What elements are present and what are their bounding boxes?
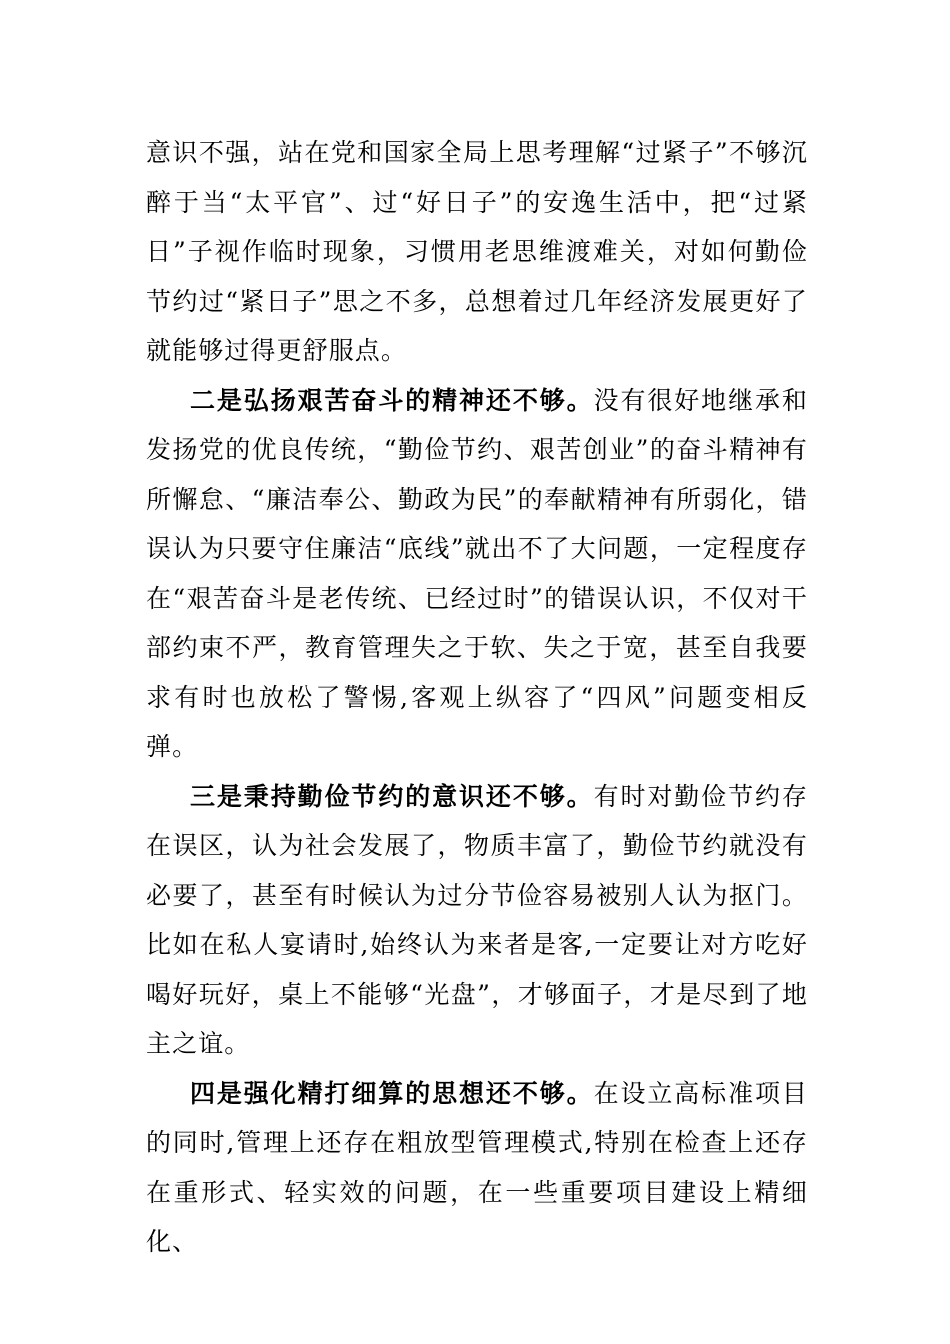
paragraph-point-four: [146, 1069, 808, 1267]
paragraph-text: 意识不强，站在党和国家全局上思考理解“过紧子”不够沉醉于当“太平官”、过“好日子”的安逸生活中，把“过紧日”子视作临时现象，习惯用老思维渡难关，对如何勤俭节约过“紧日子”思之不多，总想着过几年经济发展更好了就能够过得更舒服点。: [146, 138, 808, 365]
paragraph-continuation: [146, 128, 808, 376]
paragraph-text: 在设立高标准项目的同时,管理上还存在粗放型管理模式,特别在检查上还存在重形式、轻实效的问题，在一些重要项目建设上精细化、: [146, 1078, 808, 1256]
paragraph-heading: 二是弘扬艰苦奋斗的精神还不够。: [190, 385, 594, 415]
paragraph-text: 有时对勤俭节约存在误区，认为社会发展了，物质丰富了，勤俭节约就没有必要了，甚至有时候认为过分节俭容易被别人认为抠门。比如在私人宴请时,始终认为来者是客,一定要让对方吃好喝好玩好，桌上不能够“光盘”，才够面子，才是尽到了地主之谊。: [146, 781, 808, 1058]
paragraph-heading: 三是秉持勤俭节约的意识还不够。: [190, 781, 594, 811]
paragraph-text: 没有很好地继承和发扬党的优良传统，“勤俭节约、艰苦创业”的奋斗精神有所懈怠、“廉洁奉公、勤政为民”的奉献精神有所弱化，错误认为只要守住廉洁“底线”就出不了大问题，一定程度存在“艰苦奋斗是老传统、已经过时”的错误认识，不仅对干部约束不严，教育管理失之于软、失之于宽，甚至自我要求有时也放松了警惕,客观上纵容了“四风”问题变相反弹。: [146, 385, 808, 761]
document-body: [146, 128, 808, 1267]
paragraph-point-three: [146, 772, 808, 1069]
paragraph-heading: 四是强化精打细算的思想还不够。: [190, 1078, 594, 1108]
paragraph-point-two: [146, 376, 808, 772]
